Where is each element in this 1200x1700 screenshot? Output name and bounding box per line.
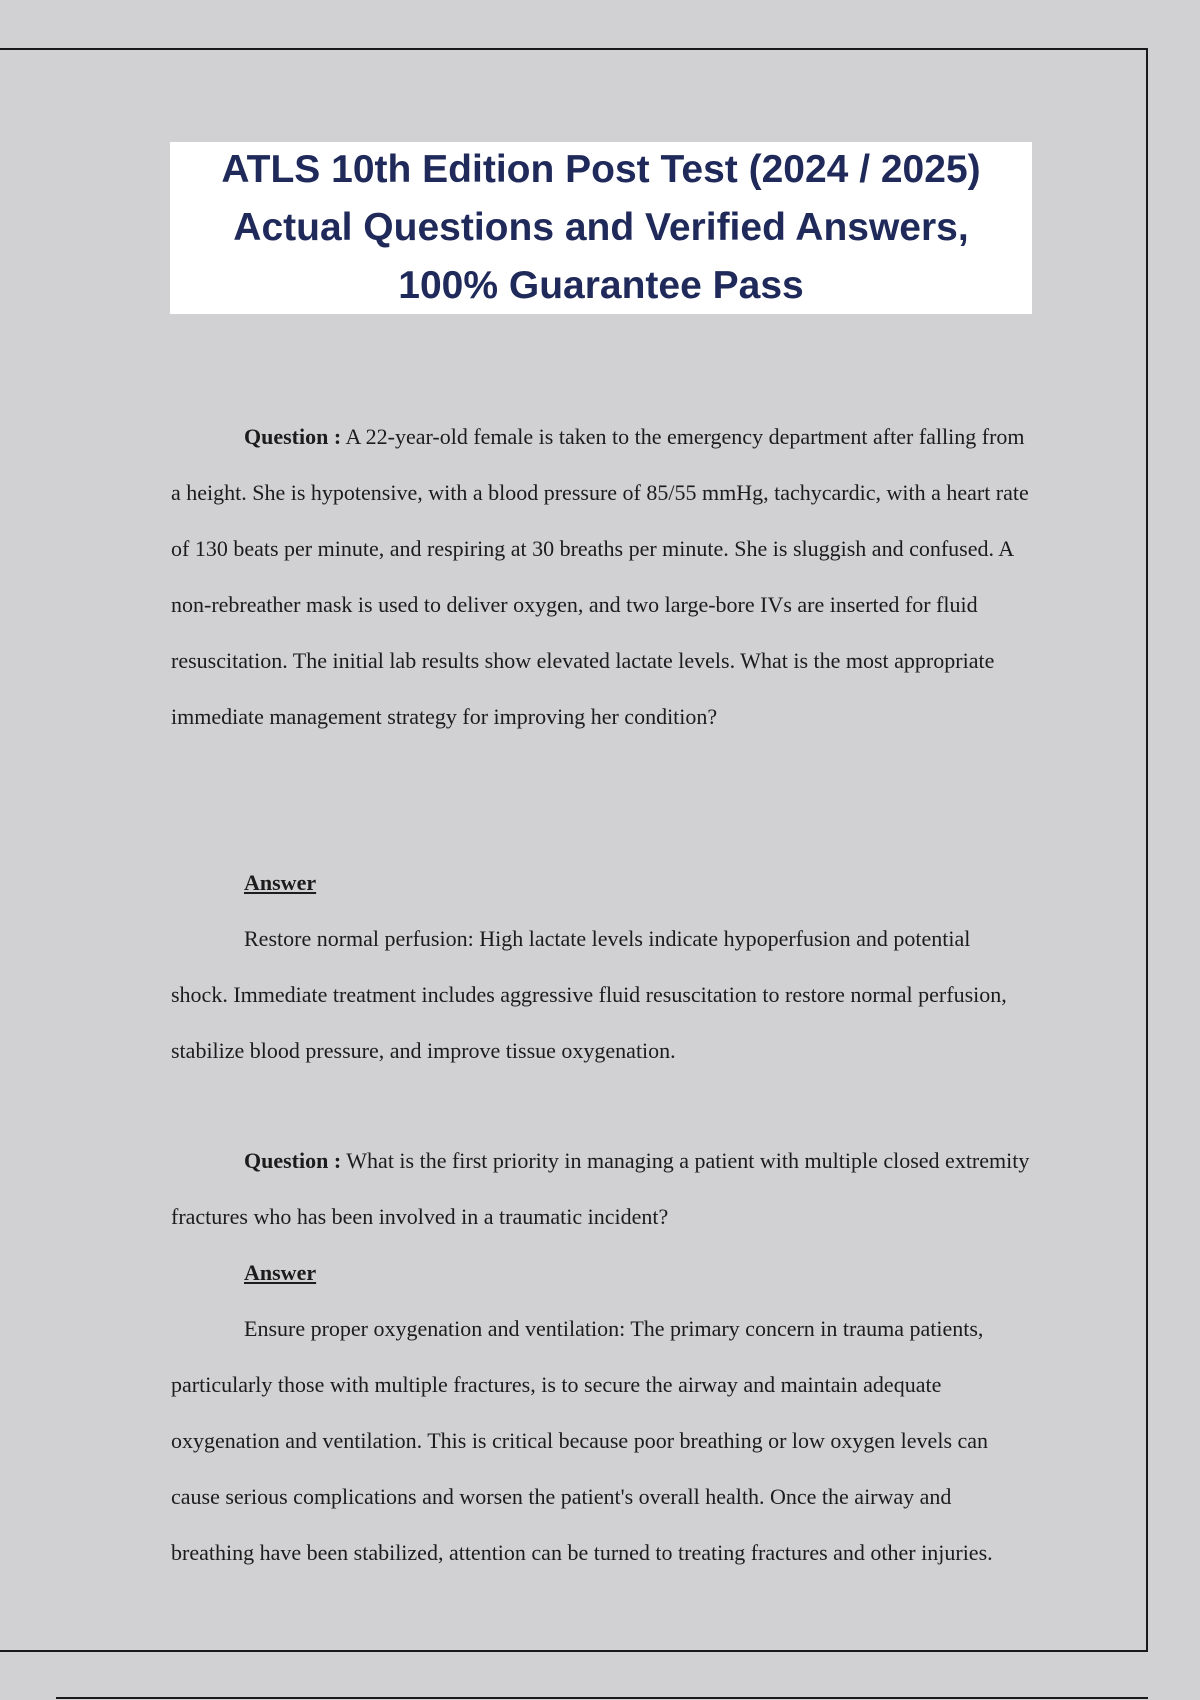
- document-title: ATLS 10th Edition Post Test (2024 / 2025) Actual Questions and Verified Answers, 100% Guarantee Pass: [221, 148, 981, 307]
- question-paragraph: [171, 1133, 1031, 1245]
- question-block-2: [171, 1133, 1031, 1581]
- question-paragraph: [171, 409, 1031, 745]
- question-block-1: [171, 409, 1031, 745]
- answer-block-1: [171, 855, 1031, 1079]
- title-box: [170, 142, 1032, 314]
- bottom-rule: [56, 1697, 1148, 1699]
- question-text: A 22-year-old female is taken to the emergency department after falling from a height. She is hypotensive, with a blood pressure of 85/55 mmHg, tachycardic, with a heart rate of 130 beats per minute, and respiring at 30 breaths per minute. She is sluggish and confused. A non-rebreather mask is used to deliver oxygen, and two large-bore IVs are inserted for fluid resuscitation. The initial lab results show elevated lactate levels. What is the most appropriate immediate management strategy for improving her condition?: [171, 424, 1029, 729]
- answer-label: Answer: [244, 870, 317, 895]
- answer-text: Restore normal perfusion: High lactate levels indicate hypoperfusion and potential shock. Immediate treatment includes aggressive fluid resuscitation to restore normal perfusion, stabilize blood pressure, and improve tissue oxygenation.: [171, 926, 1007, 1063]
- question-label: Question :: [244, 424, 342, 449]
- question-text: What is the first priority in managing a patient with multiple closed extremity fractures who has been involved in a traumatic incident?: [171, 1148, 1030, 1229]
- answer-text: Ensure proper oxygenation and ventilation: The primary concern in trauma patients, particularly those with multiple fractures, is to secure the airway and maintain adequate oxygenation and ventilation. This is critical because poor breathing or low oxygen levels can cause serious complications and worsen the patient's overall health. Once the airway and breathing have been stabilized, attention can be turned to treating fractures and other injuries.: [171, 1316, 993, 1565]
- answer-label: Answer: [244, 1260, 317, 1285]
- question-label: Question :: [244, 1148, 342, 1173]
